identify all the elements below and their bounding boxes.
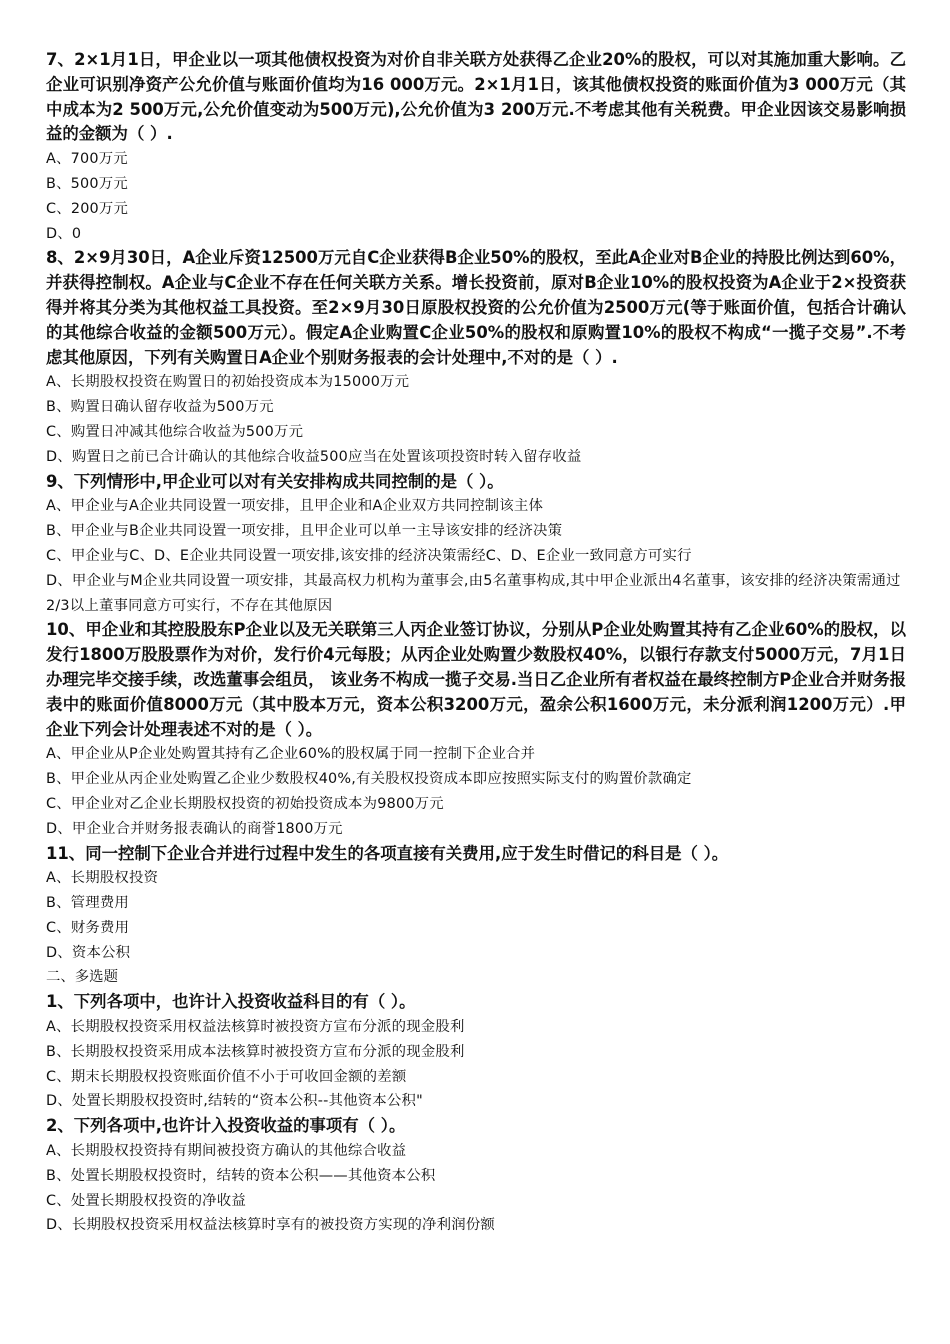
question-8-option-a: A、长期股权投资在购置日的初始投资成本为15000万元: [46, 374, 410, 391]
question-7-option-c: C、200万元: [46, 200, 129, 217]
multi-question-2-option-d: D、长期股权投资采用权益法核算时享有的被投资方实现的净利润份额: [46, 1217, 496, 1234]
section-heading-multiple-choice: 二、多选题: [46, 969, 118, 986]
question-9-option-b: B、甲企业与B企业共同设置一项安排，且甲企业可以单一主导该安排的经济决策: [46, 523, 563, 540]
question-7-option-b: B、500万元: [46, 175, 128, 192]
multi-question-1-stem: 1、下列各项中，也许计入投资收益科目的有（ ）。: [46, 992, 416, 1012]
question-9-option-c: C、甲企业与C、D、E企业共同设置一项安排,该安排的经济决策需经C、D、E企业一致同意方可实行: [46, 547, 692, 564]
question-10-option-a: A、甲企业从P企业处购置其持有乙企业60%的股权属于同一控制下企业合并: [46, 746, 536, 763]
question-10-option-c: C、甲企业对乙企业长期股权投资的初始投资成本为9800万元: [46, 795, 444, 812]
multi-question-1-option-b: B、长期股权投资采用成本法核算时被投资方宣布分派的现金股利: [46, 1043, 465, 1060]
question-11: [46, 842, 906, 966]
multi-question-2-stem: 2、下列各项中,也许计入投资收益的事项有（ ）。: [46, 1116, 406, 1136]
multi-question-1: [46, 990, 906, 1114]
question-11-option-d: D、资本公积: [46, 944, 131, 961]
question-8-stem: 8、2×9月30日，A企业斥资12500万元自C企业获得B企业50%的股权，至此A企业对B企业的持股比例达到60%，并获得控制权。A企业与C企业不存在任何关联方关系。增长投资前，原对B企业10%的股权投资为A企业于2×投资获得并将其分类为其他权益工具投资。至2×9月30日原股权投资的公允价值为2500万元(等于账面价值，包括合计确认的其他综合收益的金额500万元）。假定A企业购置C企业50%的股权和原购置10%的股权不构成“一揽子交易”.不考虑其他原因，下列有关购置日A企业个别财务报表的会计处理中,不对的是（ ）.: [46, 248, 906, 367]
question-7-stem: 7、2×1月1日，甲企业以一项其他债权投资为对价自非关联方处获得乙企业20%的股权，可以对其施加重大影响。乙企业可识别净资产公允价值与账面价值均为16 000万元。2×1月1日，该其他债权投资的账面价值为3 000万元（其中成本为2 500万元,公允价值变动为500万元),公允价值为3 200万元.不考虑其他有关税费。甲企业因该交易影响损益的金额为（ ）.: [46, 50, 906, 144]
multi-question-1-option-a: A、长期股权投资采用权益法核算时被投资方宣布分派的现金股利: [46, 1019, 465, 1036]
question-7: [46, 48, 906, 246]
question-7-option-d: D、0: [46, 225, 82, 242]
multi-question-2-option-b: B、处置长期股权投资时，结转的资本公积——其他资本公积: [46, 1167, 436, 1184]
question-8: [46, 246, 906, 469]
multi-question-2-option-a: A、长期股权投资持有期间被投资方确认的其他综合收益: [46, 1143, 407, 1160]
question-9: [46, 470, 906, 619]
question-11-option-a: A、长期股权投资: [46, 870, 159, 887]
question-9-option-a: A、甲企业与A企业共同设置一项安排，且甲企业和A企业双方共同控制该主体: [46, 498, 544, 515]
question-8-option-c: C、购置日冲减其他综合收益为500万元: [46, 423, 304, 440]
question-10-stem: 10、甲企业和其控股股东P企业以及无关联第三人丙企业签订协议，分别从P企业处购置其持有乙企业60%的股权，以发行1800万股股票作为对价，发行价4元每股；从丙企业处购置少数股权40%，以银行存款支付5000万元，7月1日办理完毕交接手续，改选董事会组员， 该业务不构成一揽子交易.当日乙企业所有者权益在最终控制方P企业合并财务报表中的账面价值8000万元（其中股本万元，资本公积3200万元，盈余公积1600万元，未分派利润1200万元）.甲企业下列会计处理表述不对的是（ ）。: [46, 620, 906, 739]
multi-question-1-option-d: D、处置长期股权投资时,结转的“资本公积--其他资本公积": [46, 1093, 423, 1110]
question-11-option-c: C、财务费用: [46, 919, 130, 936]
multi-question-1-option-c: C、期末长期股权投资账面价值不小于可收回金额的差额: [46, 1068, 407, 1085]
question-7-option-a: A、700万元: [46, 151, 128, 168]
multi-question-2-option-c: C、处置长期股权投资的净收益: [46, 1192, 246, 1209]
question-10-option-b: B、甲企业从丙企业处购置乙企业少数股权40%,有关股权投资成本即应按照实际支付的购置价款确定: [46, 771, 692, 788]
question-11-stem: 11、同一控制下企业合并进行过程中发生的各项直接有关费用,应于发生时借记的科目是（ ）。: [46, 843, 729, 863]
question-9-option-d: D、甲企业与M企业共同设置一项安排，其最高权力机构为董事会,由5名董事构成,其中甲企业派出4名董事，该安排的经济决策需通过2/3以上董事同意方可实行，不存在其他原因: [46, 572, 901, 614]
question-8-option-d: D、购置日之前已合计确认的其他综合收益500应当在处置该项投资时转入留存收益: [46, 448, 582, 465]
multi-question-2: [46, 1114, 906, 1238]
question-10: [46, 618, 906, 841]
question-8-option-b: B、购置日确认留存收益为500万元: [46, 399, 274, 416]
question-10-option-d: D、甲企业合并财务报表确认的商誉1800万元: [46, 820, 343, 837]
question-9-stem: 9、下列情形中,甲企业可以对有关安排构成共同控制的是（ ）。: [46, 471, 504, 491]
question-11-option-b: B、管理费用: [46, 895, 130, 912]
